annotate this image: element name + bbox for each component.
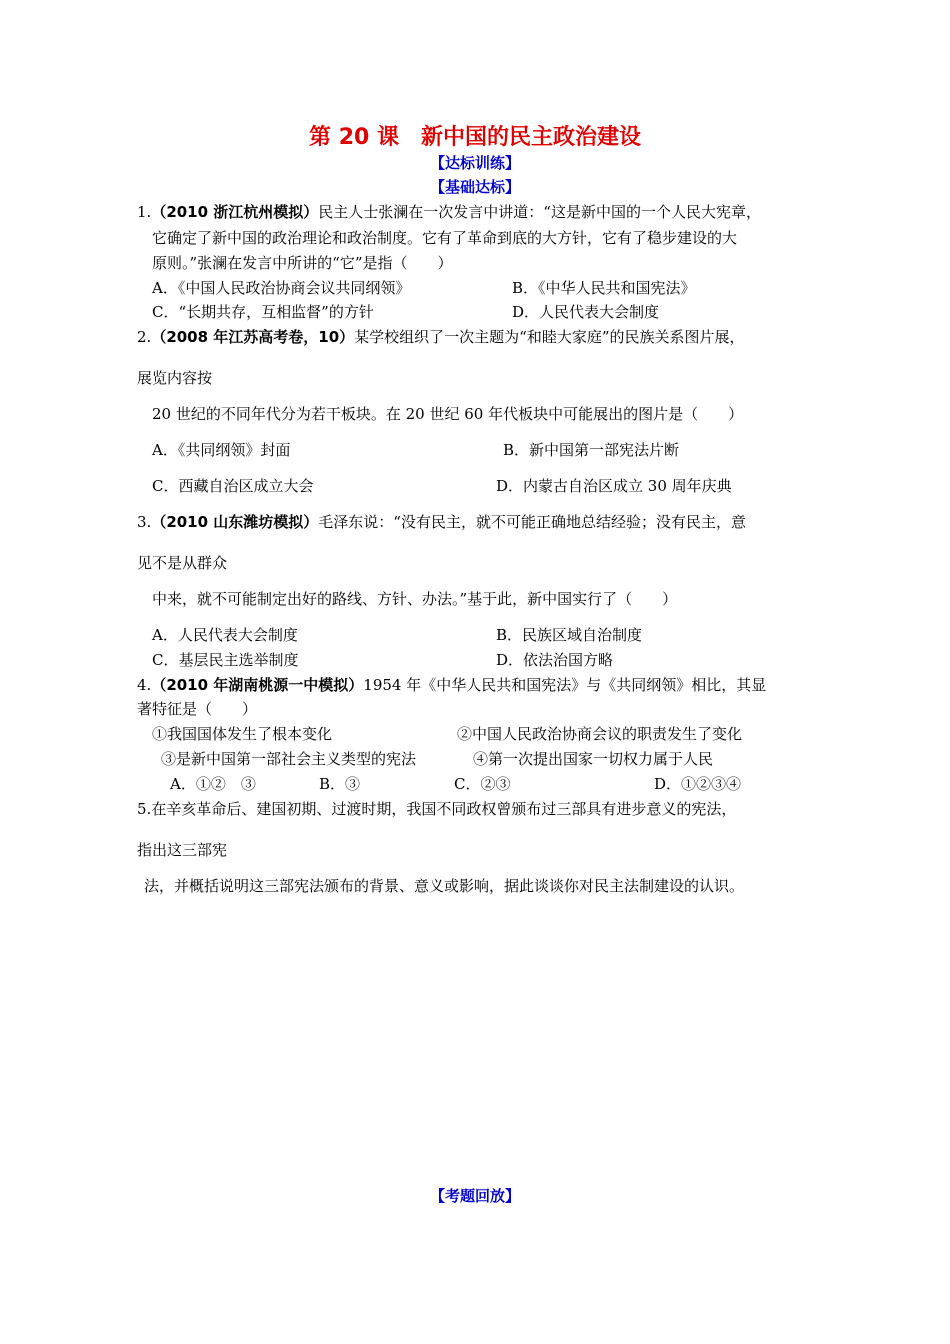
question-text: 1954 年《中华人民共和国宪法》与《共同纲领》相比，其显 [363,676,767,694]
option-a: A．人民代表大会制度 [152,626,298,644]
option-a: A．《共同纲领》封面 [152,441,291,459]
question-text: 指出这三部宪 [137,841,228,859]
question-text: 毛泽东说：“没有民主，就不可能正确地总结经验；没有民主，意 [318,513,746,531]
question-source: （2010 浙江杭州模拟） [151,203,319,221]
option-b: B．《中华人民共和国宪法》 [512,279,696,297]
statement-1: ①我国国体发生了根本变化 [152,725,333,743]
option-c: C．“长期共存，互相监督”的方针 [152,303,374,321]
option-a: A．①② ③ [170,775,256,793]
question-number: 2. [137,328,152,346]
question-number: 1. [137,203,152,221]
question-number: 3. [137,513,152,531]
option-b: B．新中国第一部宪法片断 [503,441,680,459]
option-a: A．《中国人民政治协商会议共同纲领》 [152,279,411,297]
question-text: 在辛亥革命后、建国初期、过渡时期，我国不同政权曾颁布过三部具有进步意义的宪法， [151,800,737,818]
review-section-heading: 【考题回放】 [429,1187,520,1205]
statement-2: ②中国人民政治协商会议的职责发生了变化 [457,725,743,743]
question-text: 它确定了新中国的政治理论和政治制度。它有了革命到底的大方针，它有了稳步建设的大 [152,229,738,247]
question-text: 著特征是（ ） [137,700,258,718]
option-c: C．基层民主选举制度 [152,651,299,669]
subsection-heading: 【基础达标】 [429,178,520,196]
question-number: 4. [137,676,152,694]
question-text: 中来，就不可能制定出好的路线、方针、办法。”基于此，新中国实行了（ ） [152,590,678,608]
statement-4: ④第一次提出国家一切权力属于人民 [473,750,714,768]
question-text: 20 世纪的不同年代分为若干板块。在 20 世纪 60 年代板块中可能展出的图片是（ ） [152,405,744,423]
question-source: （2010 年湖南桃源一中模拟） [151,676,364,694]
question-text: 见不是从群众 [137,554,228,572]
question-source: （2010 山东潍坊模拟） [151,513,319,531]
question-text: 原则。”张澜在发言中所讲的“它”是指（ ） [152,254,453,272]
option-b: B．民族区域自治制度 [496,626,643,644]
question-text: 法，并概括说明这三部宪法颁布的背景、意义或影响，据此谈谈你对民主法制建设的认识。 [144,877,745,895]
option-c: C．西藏自治区成立大会 [152,477,314,495]
question-text: 某学校组织了一次主题为“和睦大家庭”的民族关系图片展， [354,328,745,346]
question-text: 民主人士张澜在一次发言中讲道：“这是新中国的一个人民大宪章， [318,203,761,221]
option-d: D．①②③④ [654,775,742,793]
option-d: D．人民代表大会制度 [512,303,660,321]
statement-3: ③是新中国第一部社会主义类型的宪法 [161,750,417,768]
question-number: 5. [137,800,152,818]
option-c: C．②③ [454,775,511,793]
question-source: （2008 年江苏高考卷，10） [151,328,355,346]
option-d: D．内蒙古自治区成立 30 周年庆典 [496,477,732,495]
page-title: 第 20 课 新中国的民主政治建设 [309,125,641,150]
section-heading: 【达标训练】 [429,154,520,172]
option-d: D．依法治国方略 [496,651,614,669]
question-text: 展览内容按 [137,369,213,387]
option-b: B．③ [319,775,361,793]
